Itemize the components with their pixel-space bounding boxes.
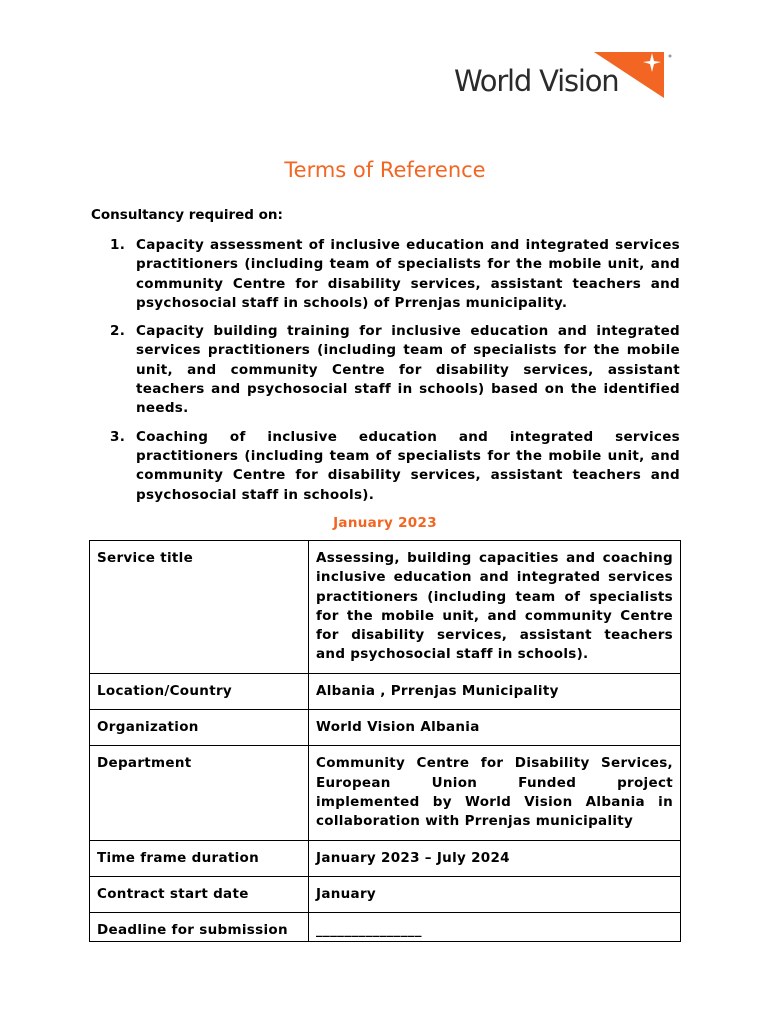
table-row xyxy=(90,876,681,912)
list-item xyxy=(110,322,680,418)
logo-wordmark: World Vision xyxy=(454,64,619,98)
logo-star-mark-icon xyxy=(594,50,680,100)
list-item xyxy=(110,236,680,313)
list-text: Capacity building training for inclusive education and integrated services practitioners (including team of specialists for the mobile unit, and community Centre for disability services, assistant teachers and psychosocial staff in schools) based on the identified needs. xyxy=(136,323,680,417)
list-number: 1. xyxy=(110,237,126,253)
row-key: Time frame duration xyxy=(90,840,309,876)
list-text: Capacity assessment of inclusive education and integrated services practitioners (including team of specialists for the mobile unit, and community Centre for disability services, assistant teachers and psychosocial staff in schools) of Prrenjas municipality. xyxy=(136,237,680,311)
intro-heading: Consultancy required on: xyxy=(91,207,283,223)
row-key: Location/Country xyxy=(90,673,309,709)
list-text: Coaching of inclusive education and integrated services practitioners (including team of specialists for the mobile unit, and community Centre for disability services, assistant teachers and psychosocial staff in schools). xyxy=(136,428,680,503)
table-row xyxy=(90,840,681,876)
list-number: 2. xyxy=(110,323,126,340)
row-value: January xyxy=(309,876,681,912)
row-value: Assessing, building capacities and coaching inclusive education and integrated services practitioners (including team of specialists for the mobile unit, and community Centre for disability services, assistant teachers and psychosocial staff in schools). xyxy=(309,541,681,674)
consultancy-list xyxy=(110,236,680,514)
table-row xyxy=(90,673,681,709)
row-key: Department xyxy=(90,746,309,840)
service-info-table xyxy=(89,540,681,942)
table-row xyxy=(90,541,681,674)
table-row xyxy=(90,913,681,942)
row-value: January 2023 – July 2024 xyxy=(309,840,681,876)
row-value: _______________ xyxy=(309,913,681,942)
row-key: Service title xyxy=(90,541,309,674)
list-item xyxy=(110,428,680,505)
world-vision-logo xyxy=(454,50,680,106)
table-row xyxy=(90,710,681,746)
row-key: Deadline for submission xyxy=(90,913,309,942)
page-title: Terms of Reference xyxy=(284,158,486,182)
list-number: 3. xyxy=(110,428,126,445)
row-key: Contract start date xyxy=(90,876,309,912)
document-date: January 2023 xyxy=(333,515,437,531)
row-value: Albania , Prrenjas Municipality xyxy=(309,673,681,709)
row-key: Organization xyxy=(90,710,309,746)
row-value: Community Centre for Disability Services, European Union Funded project implemented by World Vision Albania in collaboration with Prrenjas municipality xyxy=(309,746,681,840)
table-row xyxy=(90,746,681,840)
row-value: World Vision Albania xyxy=(309,710,681,746)
